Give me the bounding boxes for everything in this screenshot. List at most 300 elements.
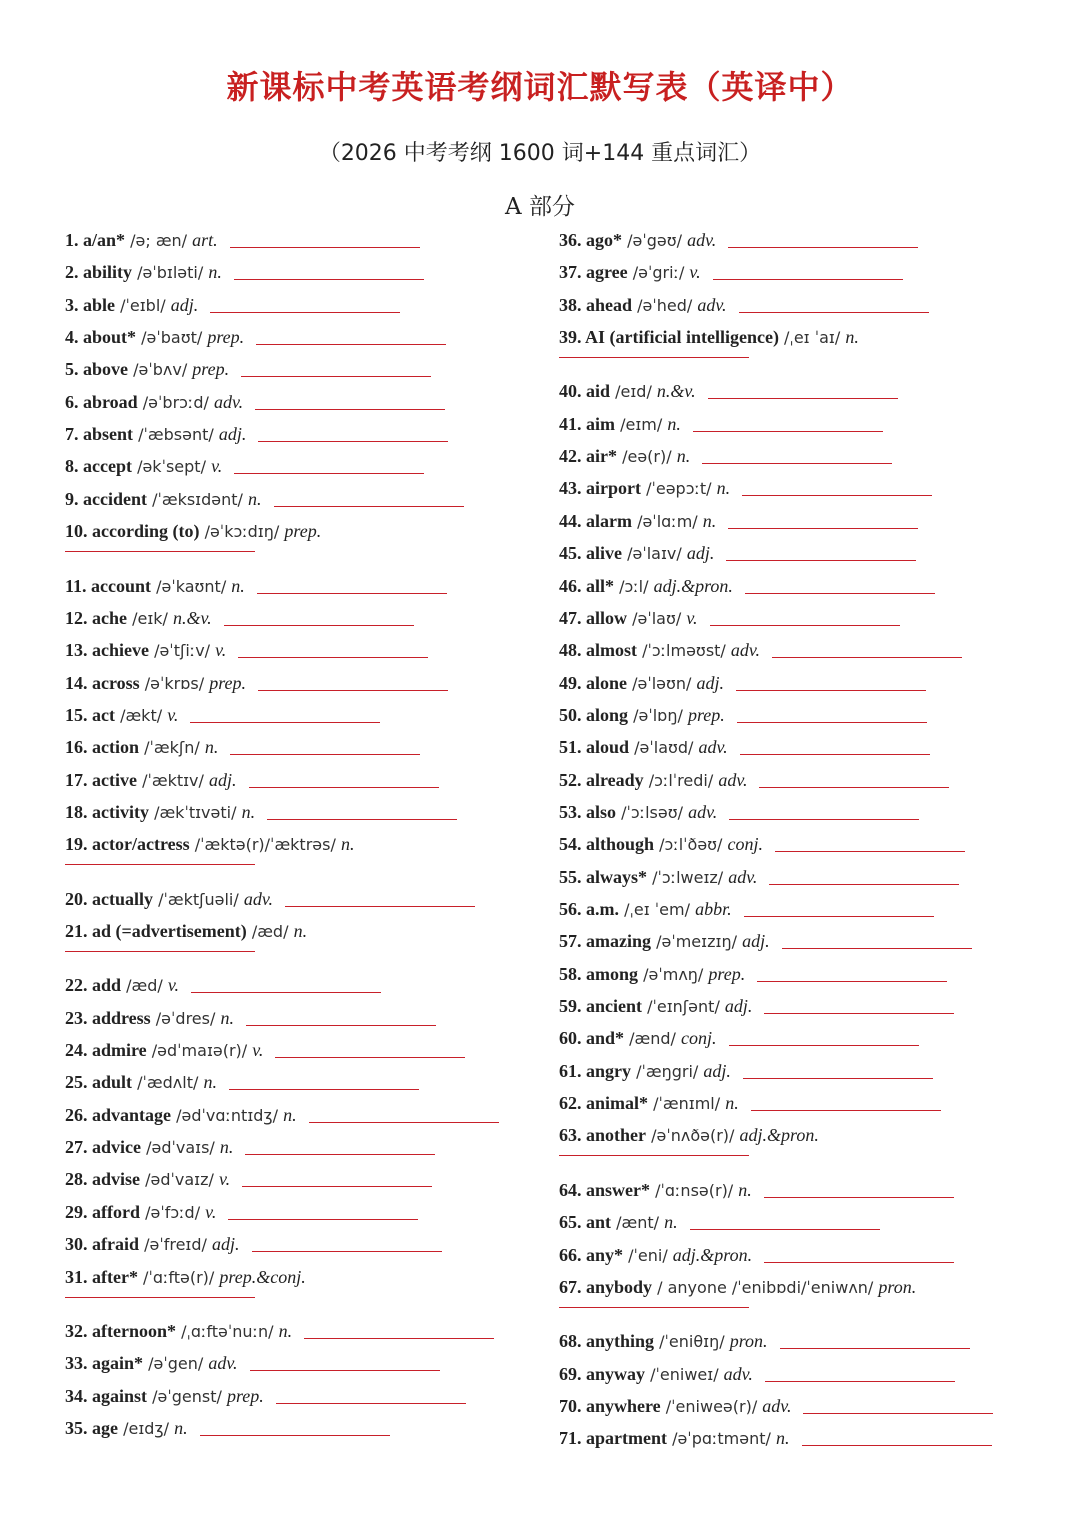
answer-blank[interactable] [728,528,918,529]
vocab-part-of-speech: pron. [729,1331,768,1352]
vocab-phonetic: /æd/ [121,976,168,996]
vocab-word: 60. and* [559,1028,625,1049]
vocab-entry [559,703,927,727]
vocab-part-of-speech: adv. [688,801,718,822]
vocab-word: 21. ad (=advertisement) [65,921,247,941]
answer-blank[interactable] [802,1445,992,1446]
vocab-part-of-speech: adv. [718,769,748,790]
vocab-entry [65,228,420,252]
vocab-word: 13. achieve [65,640,149,661]
vocab-word: 43. airport [559,478,641,499]
vocab-phonetic: /ˈeni/ [623,1245,673,1265]
answer-blank[interactable] [702,463,892,464]
vocab-part-of-speech: n. [174,1417,188,1438]
answer-blank[interactable] [759,787,949,788]
vocab-entry [65,422,448,446]
vocab-phonetic: /ˈeniweɪ/ [645,1364,724,1384]
vocab-part-of-speech: n.&v. [656,381,696,402]
answer-blank[interactable] [304,1338,494,1339]
answer-blank[interactable] [765,1381,955,1382]
vocab-word: 7. absent [65,424,134,445]
vocab-part-of-speech: v. [689,262,701,283]
answer-blank[interactable] [729,1045,919,1046]
vocab-phonetic: /ˈɔːlsəʊ/ [616,802,689,822]
vocab-part-of-speech: conj. [727,834,764,855]
answer-blank[interactable] [267,819,457,820]
vocab-part-of-speech: prep. [192,359,230,380]
vocab-entry [65,887,475,911]
answer-blank[interactable] [228,1219,418,1220]
vocab-entry [559,325,859,349]
vocab-word: 59. ancient [559,996,642,1017]
vocab-word: 57. amazing [559,931,651,952]
vocab-entry [559,1362,955,1386]
vocab-word: 1. a/an* [65,230,126,250]
answer-blank[interactable] [780,1348,970,1349]
vocab-word: 38. ahead [559,294,633,315]
vocab-entry [65,1167,432,1191]
vocab-entry [65,325,446,349]
answer-blank[interactable] [708,398,898,399]
answer-blank[interactable] [249,787,439,788]
vocab-phonetic: /ˈeniweə(r)/ [660,1396,763,1416]
answer-blank[interactable] [726,560,916,561]
answer-blank[interactable] [230,247,420,248]
vocab-phonetic: /əˈgriː/ [627,263,690,283]
answer-blank[interactable] [229,1089,419,1090]
vocab-entry [559,412,883,436]
vocab-entry [559,379,898,403]
vocab-phonetic: /əˈgenst/ [147,1386,227,1406]
answer-blank[interactable] [803,1413,993,1414]
vocab-phonetic: /əˈbrɔːd/ [137,392,214,412]
vocab-word: 54. although [559,834,655,855]
answer-blank[interactable] [191,992,381,993]
vocab-entry [65,1070,419,1094]
vocab-entry [65,519,321,543]
vocab-entry [65,606,414,630]
vocab-part-of-speech: v. [218,1169,231,1190]
answer-blank[interactable] [769,884,959,885]
vocab-word: 47. allow [559,607,628,628]
vocab-phonetic: /eɪk/ [127,608,174,628]
vocab-entry [559,638,962,662]
vocab-phonetic: /ˈæbsənt/ [133,425,219,445]
vocab-phonetic: /əˈlaɪv/ [622,544,687,564]
vocab-entry [65,1103,499,1127]
vocab-phonetic: /ˌɑːftəˈnuːn/ [176,1321,279,1341]
vocab-phonetic: /əˈbʌv/ [128,360,193,380]
vocab-word: 33. again* [65,1353,144,1374]
vocab-part-of-speech: conj. [681,1028,717,1049]
vocab-phonetic: /ˈæktə(r)/ˈæktrəs/ [189,835,341,855]
vocab-part-of-speech: adj. [686,543,715,564]
vocab-phonetic: /əˈkrɒs/ [139,673,210,693]
answer-blank[interactable] [242,1186,432,1187]
vocab-part-of-speech: adv. [697,294,727,315]
answer-blank[interactable] [276,1403,466,1404]
vocab-phonetic: /ˈæŋgri/ [631,1061,704,1081]
vocab-word: 10. according (to) [65,521,200,542]
vocab-word: 40. aid [559,381,611,402]
vocab-entry [559,228,918,252]
vocab-part-of-speech: n. [776,1428,790,1449]
vocab-phonetic: /əˈfreɪd/ [139,1235,212,1255]
vocab-word: 42. air* [559,446,617,467]
vocab-part-of-speech: adj. [696,672,725,693]
vocab-phonetic: /ˈeəpɔːt/ [640,479,717,499]
answer-blank[interactable] [751,1110,941,1111]
answer-blank[interactable] [744,916,934,917]
vocab-part-of-speech: adj. [742,931,770,952]
vocab-word: 24. admire [65,1040,147,1061]
vocab-part-of-speech: adj. [703,1060,731,1081]
vocab-phonetic: /ˈæksɪdənt/ [146,489,249,509]
vocab-phonetic: /ˈæktʃuəli/ [153,889,244,909]
vocab-phonetic: / anyone /ˈenibɒdi/ˈeniwʌn/ [652,1277,879,1297]
answer-blank[interactable] [739,312,929,313]
vocab-entry [559,444,892,468]
vocab-word: 66. any* [559,1244,624,1265]
answer-blank[interactable] [736,690,926,691]
vocab-entry [65,1232,442,1256]
vocab-phonetic: /əˈdres/ [150,1008,221,1028]
vocab-entry [65,1384,466,1408]
vocab-part-of-speech: n. [278,1320,293,1341]
vocab-part-of-speech: n. [725,1093,739,1114]
vocab-entry [65,1135,435,1159]
vocab-entry [65,973,381,997]
answer-blank[interactable] [257,593,447,594]
vocab-word: 39. AI (artificial intelligence) [559,327,779,348]
vocab-part-of-speech: n. [248,488,262,509]
answer-blank[interactable] [238,657,428,658]
answer-blank[interactable] [729,819,919,820]
vocab-entry [559,768,949,792]
answer-blank[interactable] [743,1078,933,1079]
vocab-phonetic: /ˈɑːnsə(r)/ [650,1180,739,1200]
vocab-part-of-speech: n. [702,510,717,531]
answer-blank[interactable] [745,593,935,594]
vocab-part-of-speech: adj. [212,1234,240,1255]
vocab-phonetic: /əˈmeɪzɪŋ/ [651,932,743,952]
vocab-word: 51. aloud [559,737,630,758]
vocab-word: 15. act [65,704,115,725]
answer-blank[interactable] [250,1370,440,1371]
vocab-entry [559,574,935,598]
vocab-entry [559,1394,993,1418]
vocab-entry [65,735,420,759]
vocab-entry [559,1123,819,1147]
vocab-word: 61. angry [559,1060,631,1081]
vocab-phonetic: /ˈeniθɪŋ/ [654,1332,730,1352]
vocab-part-of-speech: v. [686,607,698,628]
vocab-entry [65,574,447,598]
vocab-entry [559,1275,916,1299]
answer-blank[interactable] [258,690,448,691]
answer-blank[interactable] [234,279,424,280]
vocab-part-of-speech: n. [845,327,859,348]
vocab-word: 32. afternoon* [65,1320,176,1341]
vocab-entry [65,800,457,824]
vocab-word: 65. ant [559,1212,612,1233]
vocab-entry [559,1059,933,1083]
vocab-word: 49. alone [559,672,628,693]
vocab-part-of-speech: pron. [878,1276,917,1297]
vocab-part-of-speech: n. [293,921,308,941]
vocab-word: 62. animal* [559,1093,649,1114]
answer-blank[interactable] [256,344,446,345]
answer-blank[interactable] [65,864,255,865]
section-heading: A 部分 [505,194,575,220]
answer-blank[interactable] [285,906,475,907]
vocab-part-of-speech: v. [211,456,223,477]
answer-blank[interactable] [693,431,883,432]
vocab-word: 5. above [65,359,128,380]
vocab-entry [559,735,930,759]
vocab-word: 14. across [65,672,140,693]
answer-blank[interactable] [65,1297,255,1298]
answer-blank[interactable] [737,722,927,723]
vocab-word: 6. abroad [65,391,138,412]
vocab-part-of-speech: prep. [708,963,746,984]
vocab-word: 27. advice [65,1137,141,1158]
vocab-phonetic: /æd/ [246,922,294,941]
vocab-phonetic: /əˈbaʊt/ [136,328,208,348]
vocab-word: 69. anyway [559,1363,646,1384]
vocab-phonetic: /əˈləʊn/ [627,673,697,693]
answer-blank[interactable] [65,551,255,552]
vocab-word: 19. actor/actress [65,834,190,855]
answer-blank[interactable] [275,1057,465,1058]
vocab-phonetic: /əˈmʌŋ/ [638,964,709,984]
vocab-part-of-speech: n. [676,446,691,467]
answer-blank[interactable] [241,376,431,377]
vocab-part-of-speech: art. [192,230,218,250]
answer-blank[interactable] [757,981,947,982]
vocab-entry [559,1026,919,1050]
vocab-part-of-speech: n. [283,1104,297,1125]
vocab-entry [65,260,424,284]
vocab-word: 23. address [65,1007,151,1028]
vocab-word: 37. agree [559,262,628,283]
vocab-part-of-speech: prep. [209,672,247,693]
answer-blank[interactable] [255,409,445,410]
vocab-entry [65,454,424,478]
vocab-entry [559,476,932,500]
vocab-part-of-speech: n. [241,801,256,822]
answer-blank[interactable] [710,625,900,626]
answer-blank[interactable] [230,754,420,755]
vocab-part-of-speech: adv. [698,737,728,758]
answer-blank[interactable] [740,754,930,755]
vocab-phonetic: /ə; æn/ [125,231,193,250]
vocab-phonetic: /əkˈsept/ [131,457,212,477]
vocab-part-of-speech: adj. [724,996,753,1017]
vocab-word: 31. after* [65,1266,138,1287]
vocab-phonetic: /ˈeɪnʃənt/ [642,997,725,1017]
vocab-part-of-speech: prep. [284,521,322,542]
vocab-entry [559,671,926,695]
vocab-phonetic: /ˈɑːftə(r)/ [137,1267,220,1287]
vocab-word: 55. always* [559,866,648,887]
vocab-entry [65,1265,306,1289]
vocab-part-of-speech: adj.&pron. [653,575,733,596]
vocab-phonetic: /əˈgen/ [143,1354,209,1374]
vocab-phonetic: /ɔːl/ [614,576,654,596]
vocab-phonetic: /ədˈvaɪs/ [141,1138,220,1158]
answer-blank[interactable] [690,1229,880,1230]
vocab-phonetic: /ænd/ [624,1029,681,1049]
vocab-part-of-speech: abbr. [695,899,732,919]
vocab-entry [65,1351,440,1375]
vocab-part-of-speech: n. [664,1212,678,1233]
answer-blank[interactable] [252,1251,442,1252]
answer-blank[interactable] [764,1197,954,1198]
vocab-part-of-speech: adj.&pron. [739,1125,819,1146]
vocab-entry [65,638,428,662]
vocab-part-of-speech: adv. [208,1353,238,1374]
vocab-word: 8. accept [65,456,132,477]
vocab-word: 30. afraid [65,1234,139,1255]
answer-blank[interactable] [210,312,400,313]
vocab-phonetic: /ˌeɪ ˈaɪ/ [778,328,846,348]
vocab-phonetic: /əˈpɑːtmənt/ [666,1429,776,1449]
answer-blank[interactable] [258,441,448,442]
vocab-phonetic: /əˈkɔːdɪŋ/ [199,522,285,542]
answer-blank[interactable] [224,625,414,626]
answer-blank[interactable] [764,1262,954,1263]
vocab-entry [65,832,354,856]
vocab-word: 36. ago* [559,230,622,250]
answer-blank[interactable] [764,1013,954,1014]
answer-blank[interactable] [728,247,918,248]
vocab-entry [559,1329,970,1353]
vocab-part-of-speech: n. [208,262,222,283]
vocab-phonetic: /ɔːlˈðəʊ/ [654,835,728,855]
vocab-entry [559,832,965,856]
vocab-phonetic: /ˈænɪml/ [648,1094,726,1114]
vocab-word: 44. alarm [559,510,632,531]
vocab-part-of-speech: n. [204,737,219,758]
vocab-entry [65,671,448,695]
answer-blank[interactable] [190,722,380,723]
vocab-word: 9. accident [65,488,147,509]
vocab-entry [65,1319,494,1343]
vocab-part-of-speech: n. [667,413,681,434]
vocab-word: 16. action [65,737,139,758]
answer-blank[interactable] [559,357,749,358]
vocab-part-of-speech: adv. [723,1363,753,1384]
answer-blank[interactable] [65,951,255,952]
vocab-entry [65,1006,436,1030]
answer-blank[interactable] [713,279,903,280]
vocab-part-of-speech: v. [205,1201,217,1222]
vocab-entry [65,293,400,317]
vocab-entry [65,1416,390,1440]
answer-blank[interactable] [246,1025,436,1026]
vocab-word: 45. alive [559,543,622,564]
answer-blank[interactable] [309,1122,499,1123]
vocab-part-of-speech: n. [231,575,245,596]
vocab-phonetic: /əˈfɔːd/ [140,1202,206,1222]
vocab-part-of-speech: n. [219,1137,234,1158]
vocab-entry [65,768,439,792]
vocab-word: 50. along [559,704,629,725]
vocab-word: 28. advise [65,1169,141,1190]
vocab-part-of-speech: adj. [170,294,199,315]
vocab-part-of-speech: adj. [209,769,237,790]
vocab-entry [559,800,919,824]
answer-blank[interactable] [200,1435,390,1436]
vocab-phonetic: /eə(r)/ [617,447,677,467]
vocab-phonetic: /eɪd/ [610,382,657,402]
vocab-part-of-speech: n. [340,834,355,855]
vocab-part-of-speech: n. [716,478,731,499]
vocab-part-of-speech: n. [203,1072,217,1093]
vocab-word: 63. another [559,1125,646,1146]
vocab-word: 26. advantage [65,1104,172,1125]
vocab-part-of-speech: adj. [218,424,247,445]
vocab-word: 52. already [559,769,644,790]
answer-blank[interactable] [742,495,932,496]
vocab-phonetic: /əˈbɪləti/ [132,263,209,283]
vocab-entry [65,919,307,943]
vocab-entry [559,1210,880,1234]
answer-blank[interactable] [559,1155,749,1156]
vocab-part-of-speech: v. [167,704,179,725]
vocab-part-of-speech: prep. [207,327,245,348]
vocab-word: 25. adult [65,1072,133,1093]
vocab-phonetic: /əˈlaʊd/ [629,738,699,758]
answer-blank[interactable] [559,1307,749,1308]
vocab-part-of-speech: adv. [730,640,761,661]
vocab-phonetic: /ˈɔːlməʊst/ [637,641,731,661]
answer-blank[interactable] [274,506,464,507]
vocab-part-of-speech: n. [738,1179,752,1200]
vocab-part-of-speech: adv. [728,866,758,887]
vocab-word: 71. apartment [559,1428,667,1449]
vocab-entry [559,1178,954,1202]
vocab-entry [65,390,445,414]
vocab-phonetic: /ˈɔːlweɪz/ [647,867,729,887]
vocab-entry [559,293,929,317]
vocab-entry [559,865,959,889]
answer-blank[interactable] [775,851,965,852]
vocab-word: 67. anybody [559,1276,653,1297]
vocab-word: 56. a.m. [559,899,619,919]
vocab-entry [559,509,918,533]
vocab-word: 46. all* [559,575,615,596]
answer-blank[interactable] [782,948,972,949]
answer-blank[interactable] [234,473,424,474]
vocab-phonetic: /ˈæktɪv/ [136,770,209,790]
vocab-part-of-speech: prep.&conj. [219,1266,306,1287]
answer-blank[interactable] [245,1154,435,1155]
vocab-word: 18. activity [65,801,149,822]
vocab-word: 70. anywhere [559,1395,661,1416]
vocab-part-of-speech: n. [220,1007,234,1028]
vocab-part-of-speech: prep. [687,704,725,725]
vocab-part-of-speech: adv. [687,230,717,250]
vocab-word: 41. aim [559,413,615,434]
vocab-phonetic: /ˈædʌlt/ [132,1073,204,1093]
vocab-part-of-speech: prep. [226,1385,264,1406]
answer-blank[interactable] [772,657,962,658]
page-title: 新课标中考英语考纲词汇默写表（英译中） [226,68,854,106]
vocab-part-of-speech: n.&v. [173,607,212,628]
vocab-phonetic: /əˈlɑːm/ [631,511,703,531]
